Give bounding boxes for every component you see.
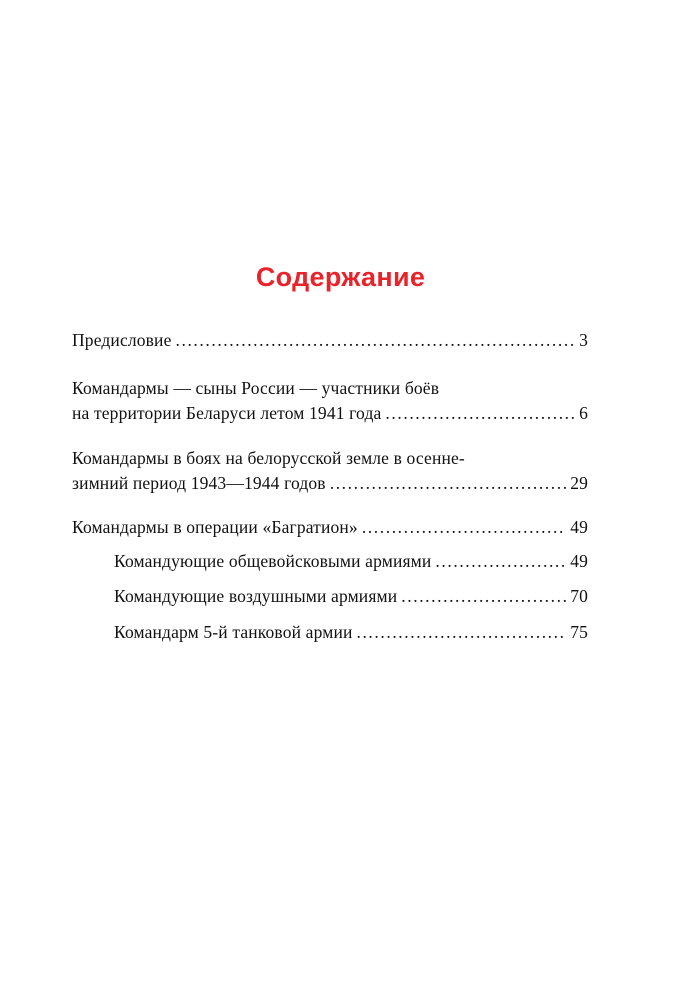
toc-page-number: 29 bbox=[570, 473, 588, 493]
toc-subentry-air-armies[interactable] bbox=[114, 584, 588, 609]
toc-entry-title-continued: зимний период 1943—1944 годов bbox=[72, 473, 326, 493]
dot-leader bbox=[330, 471, 566, 496]
toc-page-number: 49 bbox=[570, 517, 588, 537]
dot-leader bbox=[176, 328, 576, 353]
toc-entry-bagration[interactable] bbox=[72, 515, 588, 540]
toc-page-number: 6 bbox=[579, 403, 588, 423]
dot-leader bbox=[362, 515, 566, 540]
toc-entry-title-continued: на территории Беларуси летом 1941 года bbox=[72, 403, 382, 423]
page-title: Содержание bbox=[255, 262, 426, 292]
toc-entry-title: Командармы — сыны России — участники боёв bbox=[72, 378, 440, 398]
toc-entry-line bbox=[72, 446, 598, 471]
dot-leader bbox=[385, 401, 575, 426]
toc-subentry-combined-arms[interactable] bbox=[114, 549, 588, 574]
toc-page-number: 75 bbox=[570, 622, 588, 642]
toc-entry-line bbox=[72, 515, 588, 540]
toc-entry-1941[interactable] bbox=[72, 376, 598, 426]
toc-subentry-tank-army[interactable] bbox=[114, 620, 588, 645]
dot-leader bbox=[401, 584, 566, 609]
toc-entry-line bbox=[114, 620, 588, 645]
toc-entry-line bbox=[72, 376, 598, 401]
toc-entry-line bbox=[114, 549, 588, 574]
toc-page-number: 70 bbox=[570, 586, 588, 606]
toc-page-number: 3 bbox=[579, 330, 588, 350]
toc-entry-title: Командующие воздушными армиями bbox=[114, 586, 398, 606]
toc-entry-title: Предисловие bbox=[72, 330, 172, 350]
toc-entry-title: Командарм 5-й танковой армии bbox=[114, 622, 353, 642]
toc-entry-line bbox=[72, 401, 588, 426]
toc-entry-1943-1944[interactable] bbox=[72, 446, 598, 496]
toc-entry-line bbox=[72, 328, 588, 353]
toc-entry-preface[interactable] bbox=[72, 328, 588, 353]
toc-page-number: 49 bbox=[570, 551, 588, 571]
toc-entry-title: Командующие общевойсковыми армиями bbox=[114, 551, 432, 571]
toc-entry-line bbox=[114, 584, 588, 609]
toc-entry-title: Командармы в боях на белорусской земле в осенне- bbox=[72, 448, 465, 468]
dot-leader bbox=[435, 549, 566, 574]
dot-leader bbox=[356, 620, 566, 645]
toc-entry-line bbox=[72, 471, 588, 496]
toc-entry-title: Командармы в операции «Багратион» bbox=[72, 517, 358, 537]
